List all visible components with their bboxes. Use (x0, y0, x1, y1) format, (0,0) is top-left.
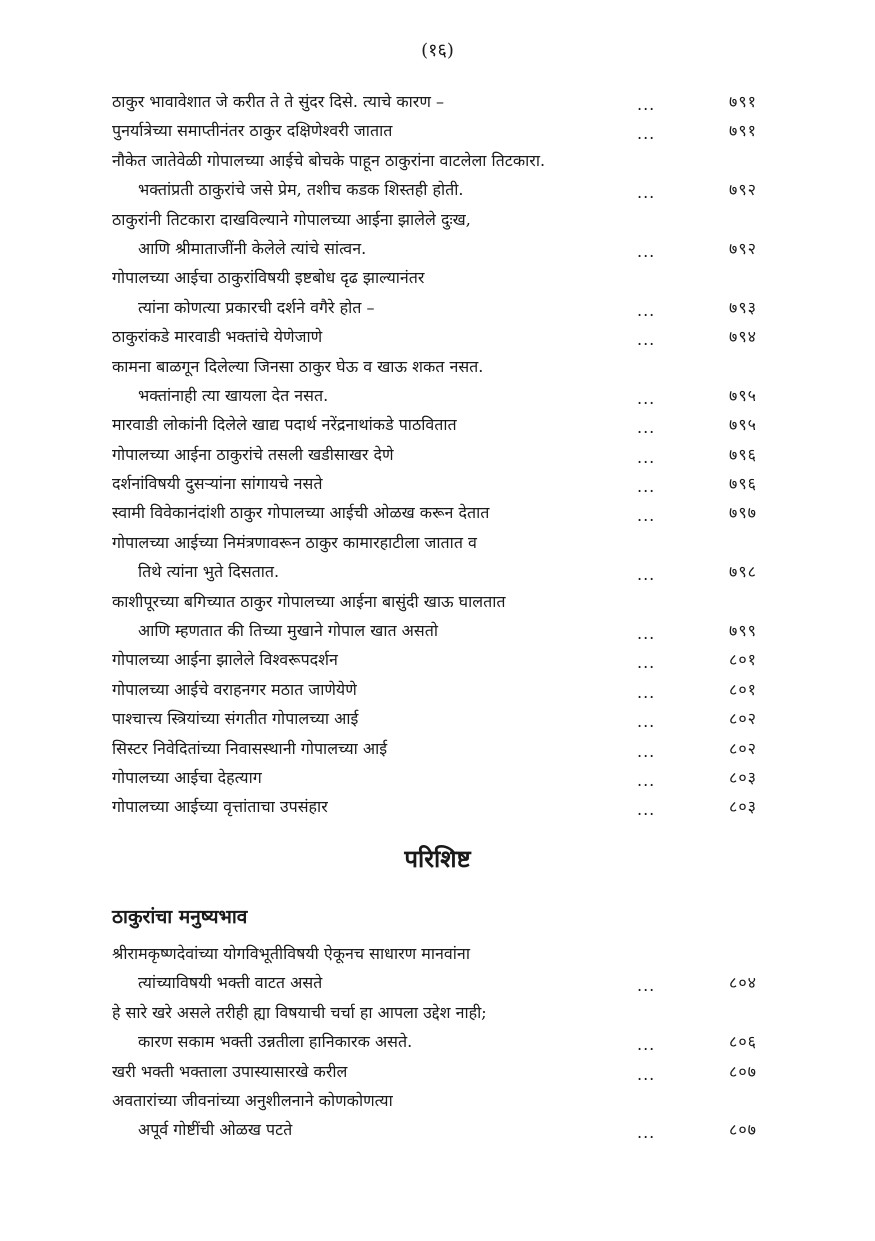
toc-entry-text: गोपालच्या आईच्या वृत्तांताचा उपसंहार (112, 797, 328, 817)
toc-entry-text: गोपालच्या आईना ठाकुरांचे तसली खडीसाखर देणे (112, 444, 394, 464)
toc-entry-line (112, 498, 757, 527)
toc-entry-text: नौकेत जातेवेळी गोपालच्या आईचे बोचके पाहून ठाकुरांना वाटलेला तिटकारा. (112, 150, 546, 170)
toc-entry-line (112, 528, 757, 557)
toc-leader-dots: ... (637, 800, 656, 820)
toc-page-number: ७९६ (729, 444, 757, 464)
toc-entry-line (112, 587, 757, 616)
toc-entry-text: अवतारांच्या जीवनांच्या अनुशीलनाने कोणकोणत्या (112, 1090, 393, 1110)
toc-entry-line (112, 968, 757, 997)
toc-leader-dots: ... (637, 418, 656, 438)
toc-entry-line (112, 557, 757, 586)
toc-leader-dots: ... (637, 506, 656, 526)
toc-entry-line (112, 939, 757, 968)
toc-leader-dots: ... (637, 183, 656, 203)
toc-entry-text: भक्तांनाही त्या खायला देत नसत. (138, 385, 329, 405)
toc-leader-dots: ... (637, 477, 656, 497)
toc-entry-line (112, 352, 757, 381)
toc-entry-text: स्वामी विवेकानंदांशी ठाकुर गोपालच्या आईची ओळख करून देतात (112, 503, 490, 523)
toc-entry-text: कारण सकाम भक्ती उन्नतीला हानिकारक असते. (138, 1032, 413, 1052)
toc-leader-dots: ... (637, 653, 656, 673)
toc-leader-dots: ... (637, 1064, 656, 1084)
toc-entry-text: पाश्चात्त्य स्त्रियांच्या संगतीत गोपालच्या आई (112, 709, 359, 729)
table-of-contents (112, 87, 757, 822)
toc-entry-line (112, 175, 757, 204)
toc-entry-line (112, 410, 757, 439)
toc-page-number: ७९४ (729, 327, 757, 347)
toc-entry-line (112, 1086, 757, 1115)
toc-leader-dots: ... (637, 741, 656, 761)
toc-entry-line (112, 322, 757, 351)
toc-entry-line (112, 116, 757, 145)
toc-entry-text: हे सारे खरे असले तरीही ह्या विषयाची चर्चा हा आपला उद्देश नाही; (112, 1002, 487, 1022)
toc-entry-text: ठाकुरांकडे मारवाडी भक्तांचे येणेजाणे (112, 327, 323, 347)
toc-entry-line (112, 616, 757, 645)
toc-entry-line (112, 998, 757, 1027)
toc-entry-text: कामना बाळगून दिलेल्या जिनसा ठाकुर घेऊ व खाऊ शकत नसत. (112, 356, 484, 376)
toc-page-number: ८०१ (729, 679, 757, 699)
toc-entry-line (112, 146, 757, 175)
toc-entry-text: सिस्टर निवेदितांच्या निवासस्थानी गोपालच्या आई (112, 738, 388, 758)
section-title: ठाकुरांचा मनुष्यभाव (112, 906, 248, 928)
toc-leader-dots: ... (637, 770, 656, 790)
toc-entry-line (112, 645, 757, 674)
toc-leader-dots: ... (637, 1123, 656, 1143)
toc-page-number: ८०७ (729, 1061, 757, 1081)
toc-entry-text: त्यांना कोणत्या प्रकारची दर्शने वगैरे होत – (138, 297, 375, 317)
toc-entry-text: आणि म्हणतात की तिच्या मुखाने गोपाल खात असतो (138, 621, 438, 641)
toc-leader-dots: ... (637, 1035, 656, 1055)
toc-entry-text: पुनर्यात्रेच्या समाप्तीनंतर ठाकुर दक्षिणेश्वरी जातात (112, 121, 393, 141)
toc-entry-line (112, 792, 757, 821)
toc-entry-text: गोपालच्या आईचा ठाकुरांविषयी इष्टबोध दृढ झाल्यानंतर (112, 268, 425, 288)
toc-entry-text: भक्तांप्रती ठाकुरांचे जसे प्रेम, तशीच कडक शिस्तही होती. (138, 180, 464, 200)
toc-page-number: ७९८ (729, 562, 757, 582)
toc-entry-text: काशीपूरच्या बगिच्यात ठाकुर गोपालच्या आईना बासुंदी खाऊ घालतात (112, 591, 506, 611)
toc-page-number: ७९५ (729, 385, 757, 405)
toc-entry-line (112, 1027, 757, 1056)
toc-entry-line (112, 263, 757, 292)
toc-page-number: ८०२ (729, 709, 757, 729)
toc-leader-dots: ... (637, 330, 656, 350)
toc-entry-line (112, 87, 757, 116)
toc-leader-dots: ... (637, 565, 656, 585)
toc-entry-text: ठाकुर भावावेशात जे करीत ते ते सुंदर दिसे. त्याचे कारण – (112, 92, 444, 111)
toc-leader-dots: ... (637, 388, 656, 408)
toc-page-number: ७९२ (729, 238, 757, 258)
toc-leader-dots: ... (637, 95, 656, 114)
toc-leader-dots: ... (637, 712, 656, 732)
toc-page-number: ८०२ (729, 738, 757, 758)
toc-entry-text: गोपालच्या आईचे वराहनगर मठात जाणेयेणे (112, 679, 357, 699)
toc-entry-text: आणि श्रीमाताजींनी केलेले त्यांचे सांत्वन. (138, 238, 367, 258)
toc-page-number: ७९९ (729, 621, 757, 641)
toc-page-number: ८०३ (729, 797, 757, 817)
toc-entry-text: त्यांच्याविषयी भक्ती वाटत असते (138, 973, 323, 993)
toc-entry-line (112, 205, 757, 234)
toc-page-number: ७९२ (729, 180, 757, 200)
toc-leader-dots: ... (637, 300, 656, 320)
toc-leader-dots: ... (637, 241, 656, 261)
toc-page-number: ७९१ (729, 121, 757, 141)
toc-entry-text: अपूर्व गोष्टींची ओळख पटते (138, 1120, 293, 1140)
toc-entry-text: गोपालच्या आईचा देहत्याग (112, 767, 262, 787)
toc-page-number: ८०७ (729, 1120, 757, 1140)
toc-entry-line (112, 675, 757, 704)
toc-page-number: ८०१ (729, 650, 757, 670)
toc-entry-text: श्रीरामकृष्णदेवांच्या योगविभूतीविषयी ऐकूनच साधारण मानवांना (112, 944, 470, 963)
toc-entry-line (112, 1057, 757, 1086)
toc-entry-line (112, 293, 757, 322)
toc-page-number: ७९३ (729, 297, 757, 317)
toc-page-number: ७९१ (729, 92, 757, 111)
toc-page-number: ८०४ (729, 973, 757, 993)
toc-entry-text: ठाकुरांनी तिटकारा दाखविल्याने गोपालच्या आईना झालेले दुःख, (112, 209, 471, 229)
toc-leader-dots: ... (637, 682, 656, 702)
toc-page-number: ७९७ (729, 503, 757, 523)
toc-entry-text: मारवाडी लोकांनी दिलेले खाद्य पदार्थ नरेंद्रनाथांकडे पाठवितात (112, 415, 457, 435)
toc-entry-line (112, 234, 757, 263)
toc-leader-dots: ... (637, 447, 656, 467)
toc-entry-line (112, 381, 757, 410)
toc-entry-text: गोपालच्या आईच्या निमंत्रणावरून ठाकुर कामारहाटीला जातात व (112, 532, 477, 552)
toc-page-number: ७९५ (729, 415, 757, 435)
toc-entry-text: तिथे त्यांना भुते दिसतात. (138, 562, 280, 582)
toc-entry-text: दर्शनांविषयी दुसऱ्यांना सांगायचे नसते (112, 474, 323, 494)
toc-leader-dots: ... (637, 124, 656, 144)
toc-leader-dots: ... (637, 624, 656, 644)
page-number: (१६) (421, 40, 454, 61)
toc-entry-line (112, 734, 757, 763)
toc-page-number: ८०६ (729, 1032, 757, 1052)
toc-entry-line (112, 469, 757, 498)
toc-entry-line (112, 1115, 757, 1144)
toc-entry-line (112, 763, 757, 792)
toc-page-number: ८०३ (729, 767, 757, 787)
toc-leader-dots: ... (637, 976, 656, 996)
appendix-title: परिशिष्ट (404, 844, 471, 873)
toc-page-number: ७९६ (729, 474, 757, 494)
appendix-contents (112, 939, 757, 1145)
toc-entry-text: खरी भक्ती भक्ताला उपास्यासारखे करील (112, 1061, 348, 1081)
toc-entry-line (112, 704, 757, 733)
toc-entry-line (112, 440, 757, 469)
toc-entry-text: गोपालच्या आईना झालेले विश्वरूपदर्शन (112, 650, 338, 670)
